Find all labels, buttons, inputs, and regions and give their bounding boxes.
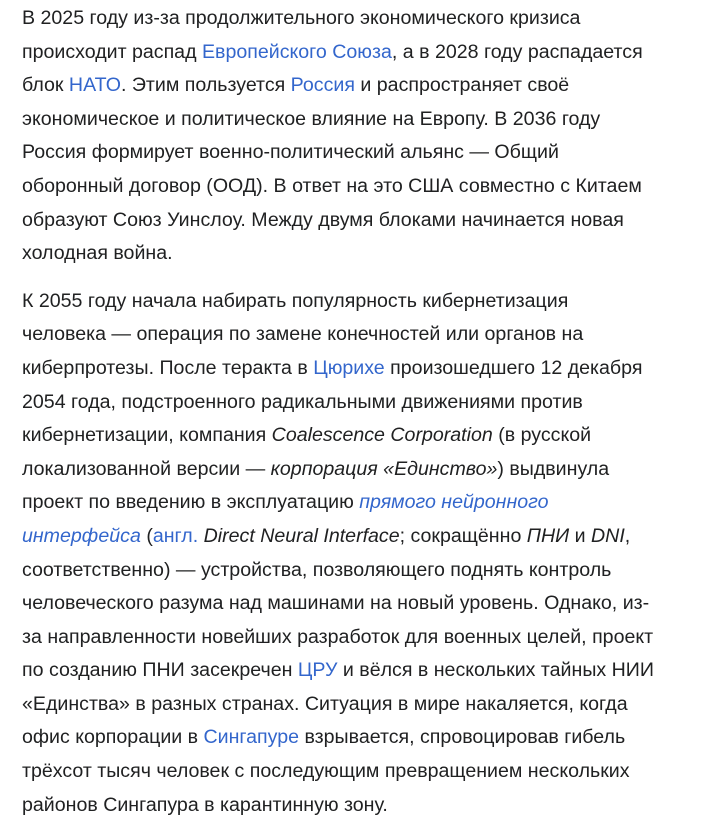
text: киберпротезы. После теракта в (22, 356, 314, 379)
italic-text: ПНИ (526, 524, 570, 547)
text-line (22, 36, 712, 70)
text: , а в 2028 году распадается (391, 40, 643, 63)
article-body (22, 2, 712, 822)
text-line (22, 318, 712, 352)
text: ; сокращённо (399, 524, 527, 547)
link-cia[interactable]: ЦРУ (297, 659, 338, 682)
text-line (22, 554, 712, 588)
text-line (22, 587, 712, 621)
text: холодная война. (22, 242, 173, 265)
link-direct-neural-interface[interactable]: прямого нейронного (359, 491, 549, 514)
text-line (22, 103, 712, 137)
text-line (22, 621, 712, 655)
text: и вёлся в нескольких тайных НИИ (337, 659, 654, 682)
text: образуют Союз Уинслоу. Между двумя блоками начинается новая (22, 208, 624, 231)
text-line (22, 2, 712, 36)
text-line (22, 721, 712, 755)
text: человека — операция по замене конечностей или органов на (22, 323, 584, 346)
italic-text: Direct Neural Interface (203, 524, 400, 547)
italic-text: DNI (591, 524, 625, 547)
text: экономическое и политическое влияние на Европу. В 2036 году (22, 107, 601, 130)
link-singapore[interactable]: Сингапуре (203, 726, 300, 749)
text-line (22, 136, 712, 170)
text: произошедшего 12 декабря (384, 356, 643, 379)
text: ( (140, 524, 153, 547)
paragraph-2 (22, 285, 712, 823)
text: . Этим пользуется (120, 74, 291, 97)
text: 2054 года, подстроенного радикальными движениями против (22, 390, 583, 413)
text: человеческого разума над машинами на новый уровень. Однако, из- (22, 592, 650, 615)
text: соответственно) — устройства, позволяющего поднять контроль (22, 558, 612, 581)
text-line (22, 688, 712, 722)
italic-text: корпорация «Единство» (270, 457, 498, 480)
text: районов Сингапура в карантинную зону. (22, 793, 388, 816)
text: «Единства» в разных странах. Ситуация в мире накаляется, когда (22, 692, 628, 715)
link-english-language[interactable]: англ. (152, 524, 199, 547)
text: (в русской (492, 424, 592, 447)
text-line (22, 755, 712, 789)
text: оборонный договор (ООД). В ответ на это США совместно с Китаем (22, 174, 642, 197)
text-line (22, 285, 712, 319)
link-russia[interactable]: Россия (290, 74, 355, 97)
text: офис корпорации в (22, 726, 204, 749)
italic-text: Coalescence Corporation (271, 424, 493, 447)
text: происходит распад (22, 40, 202, 63)
text: , (624, 524, 631, 547)
text: ) выдвинула (497, 457, 610, 480)
text-line (22, 419, 712, 453)
text-line (22, 386, 712, 420)
text: по созданию ПНИ засекречен (22, 659, 298, 682)
text: К 2055 году начала набирать популярность кибернетизация (22, 289, 569, 312)
text-line (22, 352, 712, 386)
text: за направленности новейших разработок для военных целей, проект (22, 625, 654, 648)
text: и распространяет своё (354, 74, 570, 97)
link-direct-neural-interface-cont[interactable]: интерфейса (22, 524, 141, 547)
text: блок (22, 74, 69, 97)
text: взрывается, спровоцировав гибель (299, 726, 626, 749)
text-line (22, 204, 712, 238)
link-zurich[interactable]: Цюрихе (313, 356, 385, 379)
text-line (22, 170, 712, 204)
text-line (22, 789, 712, 823)
text: трёхсот тысяч человек с последующим превращением нескольких (22, 760, 630, 783)
paragraph-1 (22, 2, 712, 271)
text-line (22, 237, 712, 271)
text-line (22, 520, 712, 554)
text: локализованной версии — (22, 457, 271, 480)
text-line (22, 69, 712, 103)
link-european-union[interactable]: Европейского Союза (201, 40, 392, 63)
text-line (22, 486, 712, 520)
text: кибернетизации, компания (22, 424, 272, 447)
text: Россия формирует военно-политический альянс — Общий (22, 141, 559, 164)
link-nato[interactable]: НАТО (68, 74, 121, 97)
text: проект по введению в эксплуатацию (22, 491, 360, 514)
text-line (22, 453, 712, 487)
text: и (569, 524, 592, 547)
text-line (22, 654, 712, 688)
text: В 2025 году из-за продолжительного экономического кризиса (22, 7, 581, 29)
